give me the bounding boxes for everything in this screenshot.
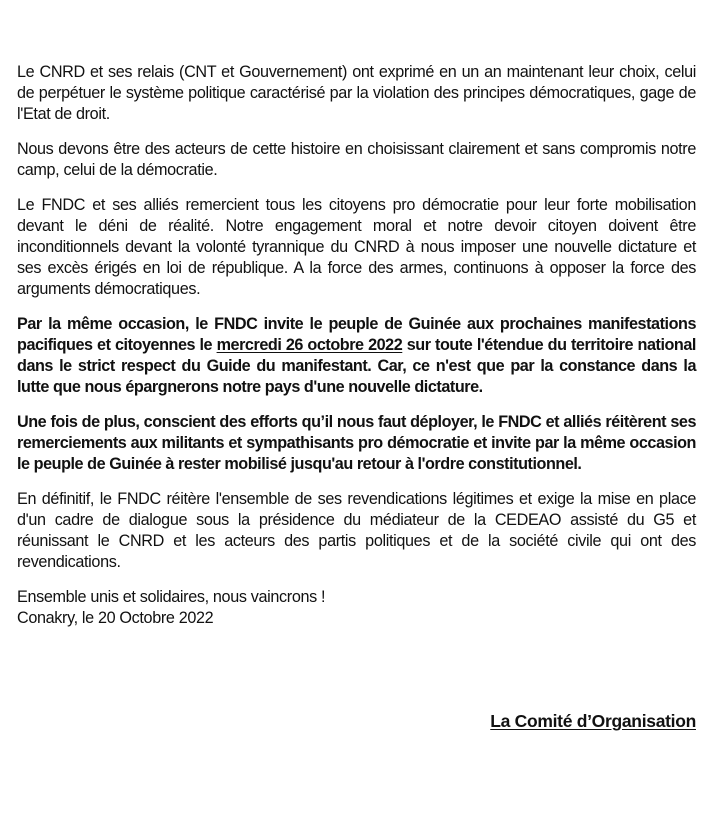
paragraph-mobilization: Une fois de plus, conscient des efforts qu’il nous faut déployer, le FNDC et alliés réitèrent ses remerciements aux militants et sympathisants pro démocratie et invite par la même occasion le peuple de Guinée à rester mobilisé jusqu'au retour à l'ordre constitutionnel. — [17, 413, 696, 473]
paragraph-protest-invitation — [17, 314, 696, 398]
invitation-text-before: Par la même occasion, le FNDC invite le peuple de Guinée aux prochaines manifestations pacifiques et citoyennes le — [17, 315, 696, 354]
closing-slogan: Ensemble unis et solidaires, nous vaincrons ! — [17, 588, 326, 606]
place-and-date: Conakry, le 20 Octobre 2022 — [17, 609, 214, 627]
signature: La Comité d’Organisation — [490, 711, 696, 731]
invitation-text-after: sur toute l'étendue du territoire national dans le strict respect du Guide du manifestant. Car, ce n'est que par la constance dans la lutte que nous épargnerons notre pays d'une nouvelle dictature. — [17, 336, 696, 396]
paragraph-cnrd-choice: Le CNRD et ses relais (CNT et Gouvernement) ont exprimé en un an maintenant leur choix, celui de perpétuer le système politique caractérisé par la violation des principes démocratiques, gage de l'Etat de droit. — [17, 63, 696, 123]
document-body — [17, 62, 696, 629]
paragraph-demands: En définitif, le FNDC réitère l'ensemble de ses revendications légitimes et exige la mise en place d'un cadre de dialogue sous la présidence du médiateur de la CEDEAO assisté du G5 et réunissant le CNRD et les acteurs des partis politiques et de la société civile qui ont des revendications. — [17, 490, 696, 571]
protest-date: mercredi 26 octobre 2022 — [216, 336, 403, 354]
paragraph-democracy-camp: Nous devons être des acteurs de cette histoire en choisissant clairement et sans compromis notre camp, celui de la démocratie. — [17, 140, 696, 179]
paragraph-fndc-thanks: Le FNDC et ses alliés remercient tous les citoyens pro démocratie pour leur forte mobilisation devant le déni de réalité. Notre engagement moral et notre devoir citoyen doivent être inconditionnels devant la volonté tyrannique du CNRD à nous imposer une nouvelle dictature et ses excès érigés en loi de république. A la force des armes, continuons à opposer la force des arguments démocratiques. — [17, 196, 696, 298]
